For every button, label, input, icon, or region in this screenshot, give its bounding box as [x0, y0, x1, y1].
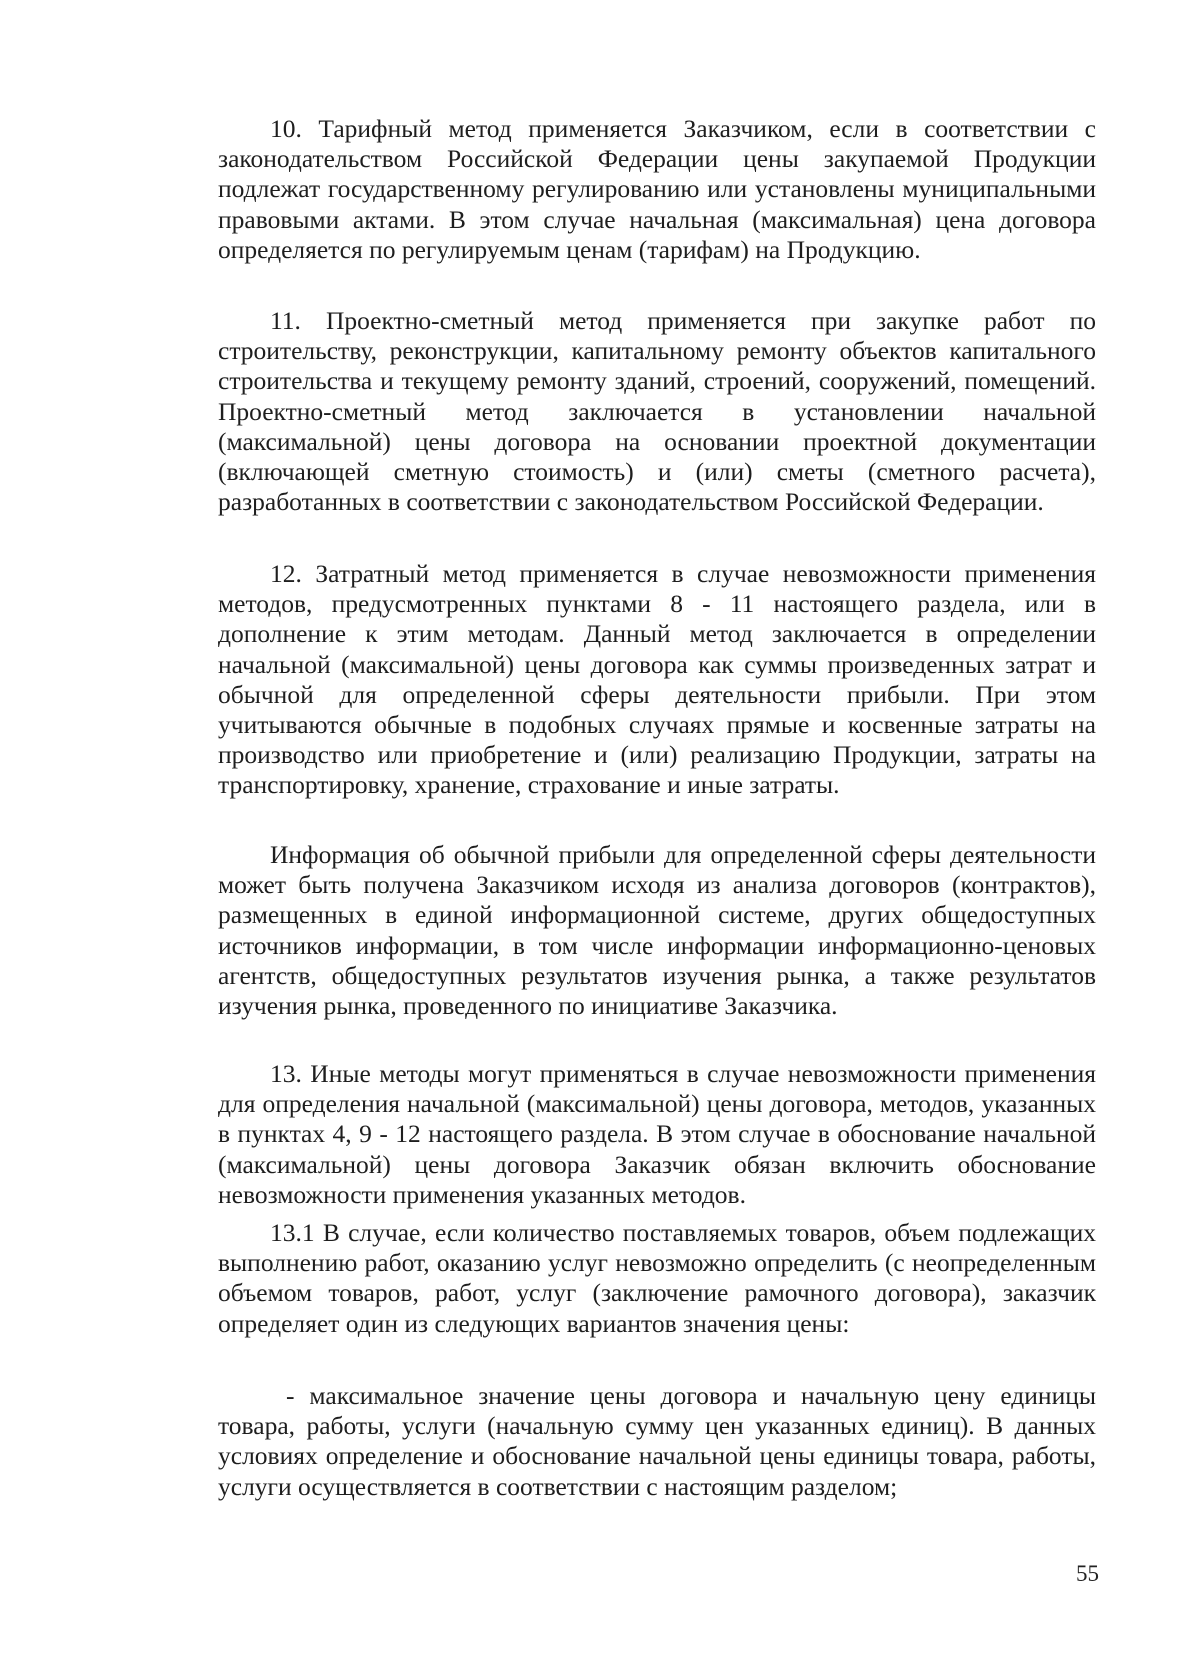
paragraph-max-price-option: - максимальное значение цены договора и начальную цену единицы товара, работы, услуги (начальную сумму цен указанных единиц). В данных условиях определение и обоснование начальной цены единицы товара, работы, услуги осуществляется в соответствии с настоящим разделом; — [218, 1381, 1096, 1501]
paragraph-13-other-methods: 13. Иные методы могут применяться в случае невозможности применения для определения начальной (максимальной) цены договора, методов, указанных в пунктах 4, 9 - 12 настоящего раздела. В этом случае в обоснование начальной (максимальной) цены договора Заказчик обязан включить обоснование невозможности применения указанных методов. — [218, 1059, 1096, 1209]
paragraph-13-1-undefined-volume: 13.1 В случае, если количество поставляемых товаров, объем подлежащих выполнению работ, оказанию услуг невозможно определить (с неопределенным объемом товаров, работ, услуг (заключение рамочного договора), заказчик определяет один из следующих вариантов значения цены: — [218, 1218, 1096, 1338]
paragraph-12-cost-method: 12. Затратный метод применяется в случае невозможности применения методов, предусмотренных пунктами 8 - 11 настоящего раздела, или в дополнение к этим методам. Данный метод заключается в определении начальной (максимальной) цены договора как суммы произведенных затрат и обычной для определенной сферы деятельности прибыли. При этом учитываются обычные в подобных случаях прямые и косвенные затраты на производство или приобретение и (или) реализацию Продукции, затраты на транспортировку, хранение, страхование и иные затраты. — [218, 559, 1096, 800]
page-number: 55 — [1076, 1561, 1099, 1586]
paragraph-10-tariff-method: 10. Тарифный метод применяется Заказчиком, если в соответствии с законодательством Российской Федерации цены закупаемой Продукции подлежат государственному регулированию или установлены муниципальными правовыми актами. В этом случае начальная (максимальная) цена договора определяется по регулируемым ценам (тарифам) на Продукцию. — [218, 114, 1096, 264]
paragraph-11-design-estimate-method: 11. Проектно-сметный метод применяется при закупке работ по строительству, реконструкции, капитальному ремонту объектов капитального строительства и текущему ремонту зданий, строений, сооружений, помещений. Проектно-сметный метод заключается в установлении начальной (максимальной) цены договора на основании проектной документации (включающей сметную стоимость) и (или) сметы (сметного расчета), разработанных в соответствии с законодательством Российской Федерации. — [218, 306, 1096, 517]
paragraph-profit-information: Информация об обычной прибыли для определенной сферы деятельности может быть получена Заказчиком исходя из анализа договоров (контрактов), размещенных в единой информационной системе, других общедоступных источников информации, в том числе информации информационно-ценовых агентств, общедоступных результатов изучения рынка, а также результатов изучения рынка, проведенного по инициативе Заказчика. — [218, 840, 1096, 1021]
